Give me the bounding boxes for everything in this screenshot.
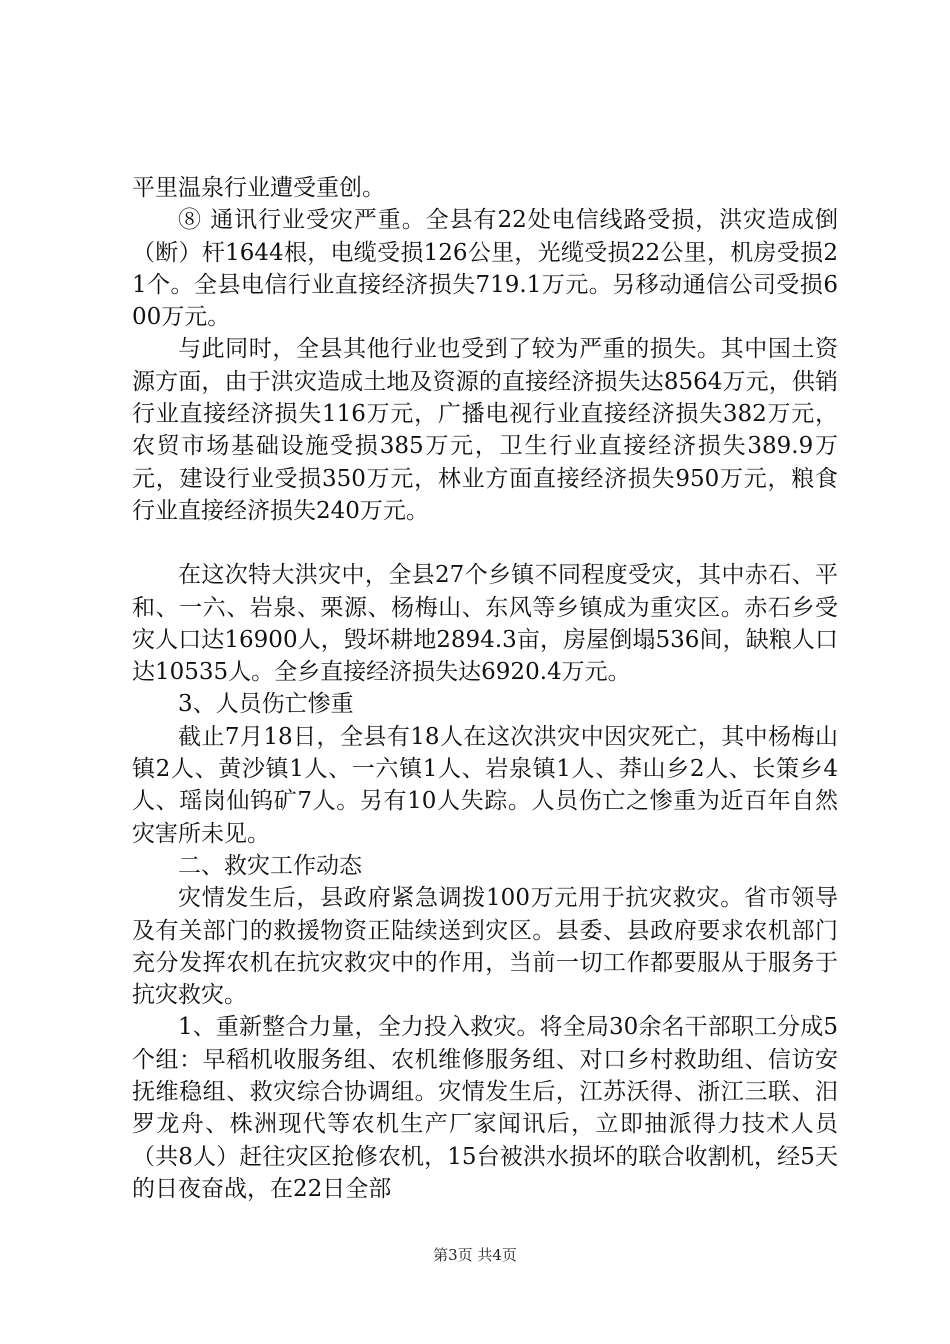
paragraph-4: 在这次特大洪灾中，全县27个乡镇不同程度受灾，其中赤石、平和、一六、岩泉、栗源、杨梅山、东风等乡镇成为重灾区。赤石乡受灾人口达16900人，毁坏耕地2894.3亩，房屋倒塌536间，缺粮人口达10535人。全乡直接经济损失达6920.4万元。 — [132, 562, 838, 686]
paragraph-2: ⑧ 通讯行业受灾严重。全县有22处电信线路受损，洪灾造成倒（断）杆1644根，电缆受损126公里，光缆受损22公里，机房受损21个。全县电信行业直接经济损失719.1万元。另移动通信公司受损600万元。 — [132, 207, 838, 331]
section-heading-relief: 二、救灾工作动态 — [178, 852, 362, 879]
paragraph-spacer — [132, 527, 838, 559]
paragraph-3: 与此同时，全县其他行业也受到了较为严重的损失。其中国土资源方面，由于洪灾造成土地及资源的直接经济损失达8564万元，供销行业直接经济损失116万元，广播电视行业直接经济损失382万元，农贸市场基础设施受损385万元，卫生行业直接经济损失389.9万元，建设行业受损350万元，林业方面直接经济损失950万元，粮食行业直接经济损失240万元。 — [132, 336, 838, 524]
paragraph-7: 1、重新整合力量，全力投入救灾。将全局30余名干部职工分成5个组：早稻机收服务组、农机维修服务组、对口乡村救助组、信访安抚维稳组、救灾综合协调组。灾情发生后，江苏沃得、浙江三联、汨罗龙舟、株洲现代等农机生产厂家闻讯后，立即抽派得力技术人员（共8人）赶往灾区抢修农机，15台被洪水损坏的联合收割机，经5天的日夜奋战，在22日全部 — [132, 1014, 838, 1202]
section-heading-casualties: 3、人员伤亡惨重 — [178, 691, 354, 718]
body-text — [132, 172, 838, 1205]
page-number-footer: 第3页 共4页 — [433, 1246, 517, 1264]
paragraph-5: 截止7月18日，全县有18人在这次洪灾中因灾死亡，其中杨梅山镇2人、黄沙镇1人、一六镇1人、岩泉镇1人、莽山乡2人、长策乡4人、瑶岗仙钨矿7人。另有10人失踪。人员伤亡之惨重为近百年自然灾害所未见。 — [132, 723, 838, 847]
paragraph-1: 平里温泉行业遭受重创。 — [132, 175, 385, 201]
paragraph-6: 灾情发生后，县政府紧急调拨100万元用于抗灾救灾。省市领导及有关部门的救援物资正陆续送到灾区。县委、县政府要求农机部门充分发挥农机在抗灾救灾中的作用，当前一切工作都要服从于服务于抗灾救灾。 — [132, 885, 838, 1009]
